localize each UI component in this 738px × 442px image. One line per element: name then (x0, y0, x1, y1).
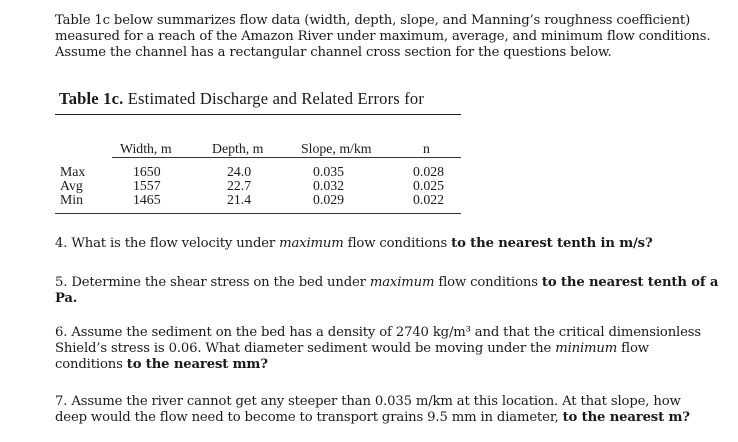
table-cell: 21.4 (227, 192, 252, 207)
table-caption (59, 89, 424, 109)
table-cell: 0.032 (313, 178, 345, 193)
table-top-rule (55, 114, 461, 115)
table-cell: 0.025 (413, 178, 445, 193)
table-cell: 24.0 (227, 164, 252, 179)
column-header-depth: Depth, m (212, 141, 264, 156)
question-4: 4. What is the flow velocity under maximum flow conditions to the nearest tenth in m/s? (55, 236, 653, 251)
row-label-max: Max (60, 164, 86, 179)
column-header-width: Width, m (120, 141, 172, 156)
table-cell: 0.035 (313, 164, 345, 179)
question-6: 6. Assume the sediment on the bed has a density of 2740 kg/m³ and that the critical dimensionless Shield’s stress is 0.06. What diameter sediment would be moving under the minimum flow conditions to the nearest mm? (55, 325, 701, 373)
table-cell: 1465 (133, 192, 161, 207)
table-cell: 0.029 (313, 192, 345, 207)
table-caption-text: Estimated Discharge and Related Errors for (127, 89, 425, 108)
intro-paragraph (55, 13, 725, 62)
table-cell: 1650 (133, 164, 161, 179)
table-cell: 1557 (133, 178, 161, 193)
intro-line-2: measured for a reach of the Amazon River under maximum, average, and minimum flow conditions. (55, 29, 711, 45)
column-header-n: n (423, 141, 430, 156)
question-5: 5. Determine the shear stress on the bed under maximum flow conditions to the nearest tenth of a Pa. (55, 275, 719, 307)
table-bottom-rule (55, 213, 461, 214)
row-label-avg: Avg (60, 178, 83, 193)
intro-line-1: Table 1c below summarizes flow data (width, depth, slope, and Manning’s roughness coefficient) (55, 13, 691, 28)
table-cell: 0.028 (413, 164, 445, 179)
column-header-slope: Slope, m/km (301, 141, 372, 156)
table-cell: 22.7 (227, 178, 252, 193)
question-7: 7. Assume the river cannot get any steeper than 0.035 m/km at this location. At that slope, how deep would the flow need to become to transport grains 9.5 mm in diameter, to the nearest m? (55, 394, 690, 426)
intro-line-3: Assume the channel has a rectangular channel cross section for the questions below. (55, 45, 612, 61)
table-caption-label: Table 1c. (59, 89, 124, 108)
row-label-min: Min (60, 192, 83, 207)
table-cell: 0.022 (413, 192, 445, 207)
table-header-rule (112, 157, 461, 158)
